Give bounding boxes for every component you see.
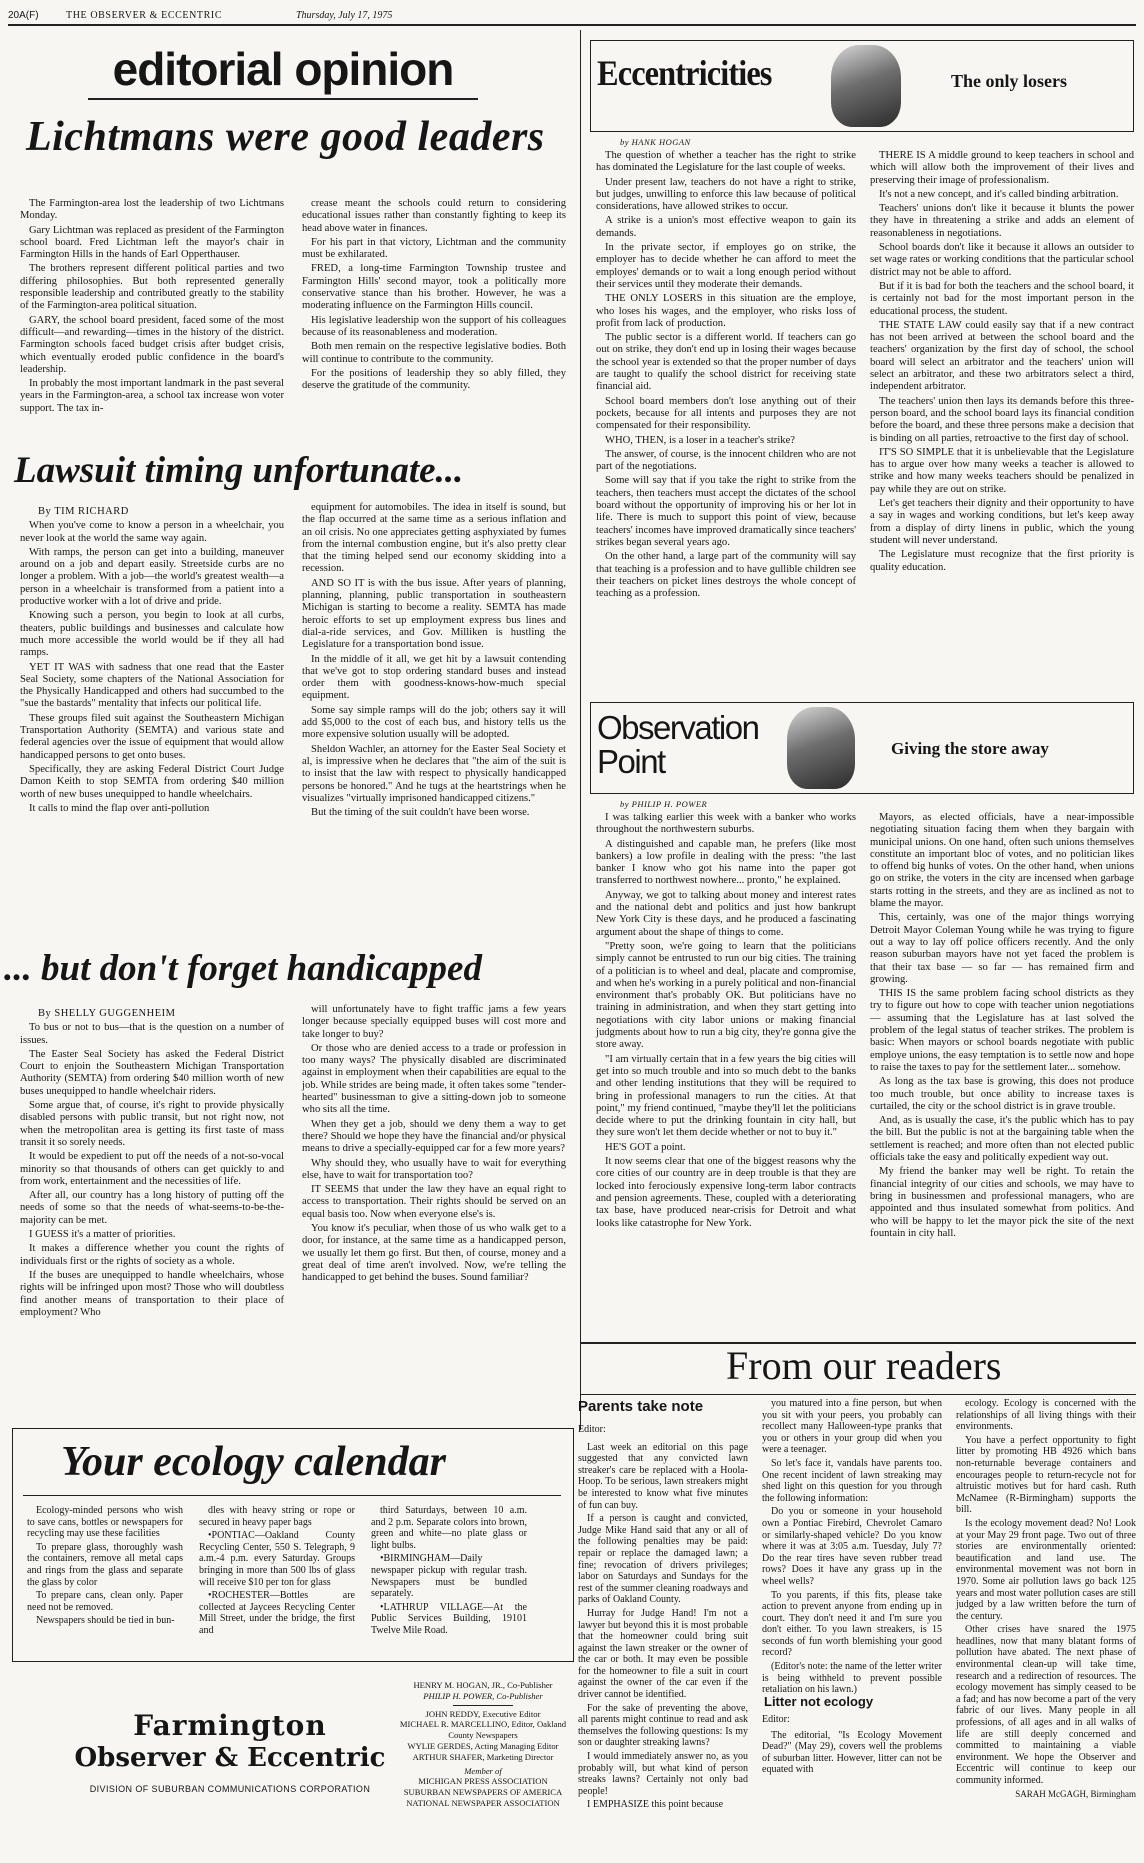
paragraph: The Farmington-area lost the leadership of two Lichtmans Monday. — [20, 198, 284, 222]
staff-line: MICHAEL R. MARCELLINO, Editor, Oakland County Newspapers — [399, 1719, 567, 1741]
paper-name: THE OBSERVER & ECCENTRIC — [66, 10, 223, 21]
staff-box — [398, 1680, 568, 1809]
paragraph: The public sector is a different world. If teachers can go out on strike, they don't end up in losing their wages because the school year is extended so that the proper number of days are taught to qualify the school district for receiving state financial aid. — [596, 332, 856, 393]
paragraph: The editorial, "Is Ecology Movement Dead?" (May 29), covers well the problems of suburban litter. However, litter can not be equated with — [762, 1729, 942, 1776]
section-title-underline — [88, 98, 478, 100]
paragraph: I EMPHASIZE this point because — [587, 1799, 724, 1811]
paragraph: But if it is bad for both the teachers and the school board, it is certainly not bad for the most important person in the educational process, the student. — [870, 280, 1134, 317]
page-number: 20A(F) — [8, 10, 39, 21]
observation-title: Giving the store away — [891, 739, 1049, 758]
paragraph: It would be expedient to put off the needs of a not-so-vocal minority so that thousands of others can get quickly to and from work, entertainment and the necessities of life. — [20, 1151, 284, 1187]
paragraph: •BIRMINGHAM—Daily newspaper pickup with regular trash. Newspapers must be bundled separately. — [371, 1553, 527, 1600]
paragraph: crease meant the schools could return to considering educational issues rather than constantly fighting to keep its head above water in finances. — [302, 198, 566, 234]
paragraph: Other crises have snared the 1975 headlines, now that many blatant forms of pollution have abated. The next phase of environmental clean-up will take time, research and a redirection of resources. The ecology movement has simply ceased to be a fad; and has now become a part of the very fabric of our lives. Many people in all professions, of all ages and in all walks of life are still deeply concerned and committed to maintaining a viable environment. We hope the Observer and Eccentric will continue to keep our community informed. — [956, 1624, 1136, 1786]
paragraph: Let's get teachers their dignity and their opportunity to have a say in wages and working conditions, but let's keep away from a display of dirty linens in public, which the young student will never understand. — [870, 498, 1134, 546]
lawsuit-column-1 — [20, 502, 284, 942]
staff-line: PHILIP H. POWER, Co-Publisher — [423, 1690, 543, 1701]
paragraph: Mayors, as elected officials, have a near-impossible negotiating situation facing them when they bargain with municipal unions. On one hand, often such unions themselves constitute an important bloc of votes, and no politician likes to offend big hunks of votes. On the other hand, when unions go on strike, the voters in the city are incensed when garbage starts rotting in the streets, and they are as inclined as not to blame the mayor. — [870, 812, 1134, 910]
letter-signature: SARAH McGAGH, Birmingham — [1015, 1788, 1136, 1799]
paragraph: "I am virtually certain that in a few years the big cities will get into so much trouble and into so much debt to the banks and other lending institutions that they will be required to bring in professional managers to run the cities. At that point," my friend continued, "maybe they'll let the politicians decide where to put the drinking fountain in city hall, but they sure won't let them decide whether or not to buy it." — [596, 1053, 856, 1139]
masthead-rule — [8, 24, 1136, 26]
observation-logo-line-2: Point — [597, 743, 665, 780]
ecology-column-3 — [371, 1505, 527, 1655]
eccentricities-header — [590, 40, 1134, 132]
paragraph: My friend the banker may well be right. To retain the financial integrity of our cities and schools, we may have to bring in businessmen and professional managers, who are appointed and thus insulated somewhat from politics. And who will be happy to let the mayor pick the site of the next fountain in city hall. — [870, 1166, 1134, 1239]
paragraph: I was talking earlier this week with a banker who works throughout the northwestern suburbs. — [596, 812, 856, 836]
paragraph: •PONTIAC—Oakland County Recycling Center, 550 S. Telegraph, 9 a.m.-4 p.m. every Saturday. Groups bringing in more than 500 lbs of glass will receive $10 per ton for glass — [199, 1530, 355, 1588]
paragraph: HE'S GOT a point. — [605, 1141, 686, 1153]
paragraph: Both men remain on the respective legislative bodies. Both will continue to contribute to the community. — [302, 341, 566, 365]
observation-byline: by PHILIP H. POWER — [620, 799, 708, 809]
observation-logo — [597, 711, 758, 779]
paragraph: equipment for automobiles. The idea in itself is sound, but the flap occurred at the same time as a serious inflation and an oil crisis. No one appreciates getting asphyxiated by fumes from the internal combustion engine, but it's also pretty clear that the timing helped send our economy skidding into a recession. — [302, 502, 566, 575]
paragraph: (Editor's note: the name of the letter writer is being withheld to prevent possible retaliation on his lawn.) — [762, 1661, 942, 1696]
newspaper-flag — [70, 1710, 390, 1794]
paragraph: THERE IS A middle ground to keep teachers in school and which will allow both the improvement of their lives and preserving their image of professionalism. — [870, 150, 1134, 186]
eccentricities-logo: Eccentricities — [597, 53, 772, 93]
flag-line-1: Farmington — [133, 1709, 327, 1742]
paragraph: To prepare glass, thoroughly wash the containers, remove all metal caps and rings from the glass and separate the glass by color — [27, 1541, 183, 1588]
paragraph: •LATHRUP VILLAGE—At the Public Services Building, 19101 Twelve Mile Road. — [371, 1601, 527, 1636]
lawsuit-column-2 — [302, 502, 566, 942]
paragraph: THE ONLY LOSERS in this situation are the employe, who loses his wages, and the employer, who risks loss of profit from lack of production. — [596, 293, 856, 329]
paragraph: And, as is usually the case, it's the public which has to pay the bill. But the public is not at the bargaining table when the settlement is reached; and more often than not elected public officials take the easy and politically expedient way out. — [870, 1115, 1134, 1164]
paragraph: If the buses are unequipped to handle wheelchairs, whose rights will be infringed upon most? Those who will doubtless find another means of transportation to their place of employment? Who — [20, 1269, 284, 1318]
page-column-divider — [580, 30, 581, 1430]
paragraph: I GUESS it's a matter of priorities. — [29, 1229, 176, 1241]
paragraph: Is the ecology movement dead? No! Look at your May 29 front page. Two out of three stories are environmentally oriented: beautification and land use. The environmental movement was not born in 1970. Some air pollution laws go back 125 years and most water pollution cases are still judged by a law written before the turn of the century. — [956, 1517, 1136, 1622]
paragraph: The Legislature must recognize that the first priority is quality education. — [870, 549, 1134, 573]
lichtmans-column-1 — [20, 198, 284, 448]
paragraph: Some argue that, of course, it's right to provide physically disabled persons with public transit, but not right now, not when the metropolitan area is getting its first taste of mass transit it so sorely needs. — [20, 1100, 284, 1148]
paragraph: THIS IS the same problem facing school districts as they try to figure out how to cope with teacher union negotiations — assuming that the Legislature has at last solved the problem of the legal status of teacher strikes. The problem is basic: When mayors or school boards negotiate with public employe unions, the easy temptation is to settle now and hope to raise the taxes to pay for the settlement later... somehow. — [870, 988, 1134, 1073]
paragraph: To bus or not to bus—that is the question on a number of issues. — [20, 1022, 284, 1046]
paragraph: WHO, THEN, is a loser in a teacher's strike? — [605, 434, 795, 446]
paragraph: ecology. Ecology is concerned with the relationships of all living things with their environments. — [956, 1398, 1136, 1433]
handicapped-column-2 — [302, 1004, 566, 1422]
ecology-column-1 — [27, 1505, 183, 1655]
paragraph: After all, our country has a long history of putting off the needs of some so that the needs of what-seems-to-be-the-majority can be met. — [20, 1190, 284, 1226]
paragraph: Some say simple ramps will do the job; others say it will add $5,000 to the cost of each bus, and history tells us the more expensive solution usually will be adopted. — [302, 704, 566, 741]
paragraph: Under present law, teachers do not have a right to strike, but judges, unwilling to enforce this law because of political considerations, have allowed strikes to occur. — [596, 176, 856, 213]
paragraph: It makes a difference whether you count the rights of individuals first or the rights of society as a whole. — [20, 1243, 284, 1267]
paragraph: For the sake of preventing the above, all parents might continue to read and ask themselves the following questions: Is my son or daughter streaking lawns? — [578, 1702, 748, 1749]
paragraph: GARY, the school board president, faced some of the most difficult—and rewarding—times in the history of the district. Farmington schools faced budget crisis after budget crisis, which eventually eroded public confidence in the board's leadership. — [20, 314, 284, 375]
paragraph: Or those who are denied access to a trade or profession in too many ways? The physically disabled are discriminated against in employment when their capabilities are equal to the job. While strides are being made, it often takes some "tender-hearted" businessman to give a sitting-down job to someone who sits all the time. — [302, 1042, 566, 1116]
paragraph: In probably the most important landmark in the past several years in the Farmington-area, a school tax increase won voter support. The tax in- — [20, 378, 284, 414]
lichtmans-headline: Lichtmans were good leaders — [26, 114, 545, 160]
paragraph: You know it's peculiar, when those of us who walk get to a door, for instance, at the same time as a handicapped person, we usually let them go first. But then, of course, money and a great deal of time aren't involved. Now, we're telling the handicapped to get behind the buses. Sound familiar? — [302, 1223, 566, 1284]
parents-column-2 — [762, 1398, 942, 1696]
paragraph: With ramps, the person can get into a building, maneuver around on a job and depart easily. Streetside curbs are no longer a problem. With a job—the world's greatest wealth—a person in a wheelchair is transformed from a patient into a productive worker with a lot of drive and pride. — [20, 546, 284, 608]
letter-salutation: Editor: — [762, 1714, 790, 1725]
paragraph: Ecology-minded persons who wish to save cans, bottles or newspapers for recycling may use these facilities — [27, 1505, 183, 1540]
paragraph: The question of whether a teacher has the right to strike has dominated the Legislature for the last couple of weeks. — [596, 150, 856, 174]
staff-line: MICHIGAN PRESS ASSOCIATION — [418, 1776, 548, 1787]
litter-column — [762, 1712, 942, 1860]
paragraph: The brothers represent different political parties and two differing philosophies. But both represented generally responsible leadership and contributed greatly to the stability of the Farmington-area political situation. — [20, 263, 284, 312]
parents-title: Parents take note — [578, 1398, 704, 1415]
paragraph: The teachers' union then lays its demands before this three-person board, and the school board lays its financial condition before the board, and these three persons make a decision that is binding on all parties, retroactive to the first day of school. — [870, 395, 1134, 444]
paragraph: Why should they, who usually have to wait for everything else, have to wait for transportation too? — [302, 1157, 566, 1181]
observation-column-2 — [870, 812, 1134, 1332]
paragraph: •ROCHESTER—Bottles are collected at Jaycees Recycling Center Mill Street, under the bridge, the first and — [199, 1590, 355, 1636]
paragraph: Hurray for Judge Hand! I'm not a lawyer but beyond this it is most probable that the homeowner could bring suit against the lawn streaker or the owner of the car or both. It may even be possible for the homeowner to file a suit in court against the owner of the car even if the driver cannot be identified. — [578, 1607, 748, 1701]
paragraph: Newspapers should be tied in bun- — [36, 1615, 175, 1627]
staff-line: JOHN REDDY, Executive Editor — [425, 1708, 541, 1719]
paragraph: As long as the tax base is growing, this does not produce too much trouble, but once ability to increase taxes is curtailed, the city or the school district is in grave trouble. — [870, 1076, 1134, 1112]
handicapped-column-1 — [20, 1004, 284, 1422]
eccentricities-byline: by HANK HOGAN — [620, 137, 691, 147]
author-photo — [831, 45, 901, 127]
paragraph: "Pretty soon, we're going to learn that the politicians simply cannot be entrusted to run our big cities. The training of a politician is to wheel and deal, placate and compromise, and when he's working in a purely political and non-financial environment that's probably OK. But politicians have no training in administration, and when they start getting into negotiations with city labor unions or making financial judgments about how to run a big city, they're gonna give the store away. — [596, 940, 856, 1051]
paragraph: The answer, of course, is the innocent children who are not part of the negotiations. — [596, 448, 856, 473]
staff-line: ARTHUR SHAFER, Marketing Director — [412, 1751, 554, 1762]
staff-line: Member of — [464, 1765, 502, 1776]
paragraph: Do you or someone in your household own a Pontiac Firebird, Chevrolet Camaro or similarly-shaped vehicle? Do you know where it was at 3:05 a.m. Tuesday, July 7? Do the rear tires have seven rubber tread rows? Does it have any grass up in the wheel wells? — [762, 1506, 942, 1587]
paragraph: When they get a job, should we deny them a way to get there? Should we hope they have the financial and/or physical means to drive a specially-equipped car for a few more years? — [302, 1118, 566, 1155]
paragraph: For his part in that victory, Lichtman and the community must be exhilarated. — [302, 236, 566, 261]
readers-banner-underline — [580, 1394, 1136, 1395]
paragraph: you matured into a fine person, but when you sit with your peers, you probably can recollect many Halloween-type pranks that you or others in your group did when you were a teenager. — [762, 1398, 942, 1456]
eccentricities-title: The only losers — [951, 71, 1068, 91]
paragraph: His legislative leadership won the support of his colleagues because of its reasonableness and moderation. — [302, 314, 566, 338]
paragraph: So let's face it, vandals have parents too. One recent incident of lawn streaking may shed light on this question for you through the following information: — [762, 1457, 942, 1504]
paragraph: IT SEEMS that under the law they have an equal right to access to transportation. Their rights should be served on an equal basis too. Now when everyone else's is. — [302, 1184, 566, 1220]
observation-header — [590, 702, 1134, 794]
paragraph: The Easter Seal Society has asked the Federal District Court to enjoin the Southeastern Michigan Transportation Authority (SEMTA) from ordering $40 million worth of new buses unequipped to handle wheelchair riders. — [20, 1048, 284, 1097]
readers-column-3 — [956, 1398, 1136, 1860]
paragraph: THE STATE LAW could easily say that if a new contract has not been arrived at between the school board and the teachers' organization by the first day of school, the school board will select an arbitrator and the teachers' union will select an arbitrator, and these two arbitrators select a third, independent arbitrator. — [870, 319, 1134, 393]
paragraph: But the timing of the suit couldn't have been worse. — [311, 807, 530, 819]
paragraph: If a person is caught and convicted, Judge Mike Hand said that any or all of the following penalties may be paid: repair or replace the damaged lawn; a fine; revocation of drivers privileges; labor on Saturdays and Sundays for the rest of the summer cleaning roadways and parks of Oakland County. — [578, 1513, 748, 1606]
paragraph: When you've come to know a person in a wheelchair, you never look at the world the same way again. — [20, 520, 284, 544]
ecology-calendar-box — [12, 1428, 574, 1662]
readers-banner: From our readers — [726, 1343, 1002, 1388]
eccentricities-column-1 — [596, 150, 856, 688]
paragraph: AND SO IT is with the bus issue. After years of planning, planning, planning, public transportation in southeastern Michigan is starting to become a reality. SEMTA has made heroic efforts to set up employment express bus lines and dial-a-ride services, and Gov. Milliken is hustling the Legislature for a transportation bond issue. — [302, 577, 566, 651]
paragraph: Anyway, we got to talking about money and interest rates and the national debt and politics and just how bankrupt New York City is these days, and he produced a fascinating argument about the shape of things to come. — [596, 889, 856, 938]
issue-date: Thursday, July 17, 1975 — [296, 10, 393, 21]
staff-line: HENRY M. HOGAN, JR., Co-Publisher — [413, 1680, 553, 1690]
staff-rule — [453, 1705, 513, 1706]
paragraph: It's not a new concept, and it's called binding arbitration. — [879, 188, 1119, 200]
paragraph: I would immediately answer no, as you probably will, but what kind of person streaks lawns? Certainly not only bad people! — [578, 1751, 748, 1797]
paragraph: Gary Lichtman was replaced as president of the Farmington school board. Fred Lichtman left the mayor's chair in Farmington Hills in the hands of Earl Opperthauser. — [20, 224, 284, 261]
paragraph: On the other hand, a large part of the community will say that teaching is a profession and to have gullible children see their teachers on picket lines destroys the whole concept of teaching as a profession. — [596, 551, 856, 600]
ecology-calendar-title: Your ecology calendar — [61, 1439, 446, 1485]
paragraph: IT'S SO SIMPLE that it is unbelievable that the Legislature has to argue over how many weeks a teacher is allowed to strike and how many weeks teachers should be penalized in pay while they are out on strike. — [870, 446, 1134, 495]
handicapped-byline: By SHELLY GUGGENHEIM — [38, 1008, 176, 1019]
paragraph: A strike is a union's most effective weapon to gain its demands. — [596, 215, 856, 239]
eccentricities-column-2 — [870, 150, 1134, 688]
paragraph: YET IT WAS with sadness that one read that the Easter Seal Society, some chapters of the National Association for the Physically Handicapped and others had succumbed to the "sue the bastards" mentality that infects our political life. — [20, 661, 284, 710]
paragraph: Specifically, they are asking Federal District Court Judge Damon Keith to stop SEMTA from ordering $40 million worth of new buses unequipped to handle wheelchairs. — [20, 763, 284, 800]
paragraph: This, certainly, was one of the major things worrying Detroit Mayor Coleman Young while he was trying to figure out a way to lay off police officers recently. And the only reason suburban mayors have not yet faced the problem is that their tax base — so far — has remained firm and growing. — [870, 912, 1134, 985]
paragraph: In the private sector, if employes go on strike, the employer has to decide whether he can afford to meet the employes' demands or to wait a long enough period without their services until they moderate their demands. — [596, 242, 856, 290]
handicapped-headline: ... but don't forget handicapped — [4, 948, 482, 989]
staff-line: SUBURBAN NEWSPAPERS OF AMERICA — [403, 1787, 563, 1798]
paragraph: In the middle of it all, we get hit by a lawsuit contending that we've got to stop ordering standard buses and instead order them with goodness-knows-how-much special equipment. — [302, 653, 566, 702]
flag-line-2: Observer & Eccentric — [74, 1743, 386, 1773]
paragraph: School board members don't lose anything out of their pockets, because for all intents and purposes they are not compensated for their responsibility. — [596, 395, 856, 432]
observation-column-1 — [596, 812, 856, 1332]
paragraph: For the positions of leadership they so ably filled, they deserve the gratitude of the community. — [302, 367, 566, 392]
paragraph: FRED, a long-time Farmington Township trustee and Farmington Hills' second mayor, took a politically more conservative stance than his brother. However, he was a moderating influence on the Farmington Hills council. — [302, 263, 566, 312]
section-title: editorial opinion — [112, 43, 454, 95]
paragraph: Teachers' unions don't like it because it blunts the power they have in threatening a strike and adds an element of reasonableness in negotiations. — [870, 203, 1134, 239]
letter-salutation: Editor: — [578, 1424, 606, 1435]
paragraph: It calls to mind the flap over anti-pollution — [29, 802, 210, 814]
litter-title: Litter not ecology — [764, 1694, 874, 1709]
paragraph: To you parents, if this fits, please take action to prevent anyone from ending up in court. They don't need it and I'm sure you don't either. To you lawn streakers, is 15 seconds of fun worth blemishing your good record? — [762, 1589, 942, 1659]
author-photo — [787, 707, 855, 789]
staff-line: WYLIE GERDES, Acting Managing Editor — [407, 1740, 559, 1751]
paragraph: dles with heavy string or rope or secured in heavy paper bags — [199, 1505, 355, 1528]
lichtmans-column-2 — [302, 198, 566, 448]
flag-division: DIVISION OF SUBURBAN COMMUNICATIONS CORPORATION — [89, 1784, 371, 1794]
parents-column-1 — [578, 1420, 748, 1860]
ecology-title-rule — [23, 1495, 561, 1496]
observation-logo-line-1: Observation — [597, 709, 759, 746]
staff-line: NATIONAL NEWSPAPER ASSOCIATION — [406, 1797, 560, 1808]
paragraph: You have a perfect opportunity to fight litter by promoting HB 4926 which bans non-returnable beverage containers and encourages people to return-recycle not for altruistic motives but for hard cash. Ruth McNamee (R-Birmingham) supports the bill. — [956, 1434, 1136, 1516]
paragraph: Sheldon Wachler, an attorney for the Easter Seal Society et al, is impressive when he declares that "the aim of the suit is to insist that the law with respect to physically handicapped persons be honored." And he tugs at the heartstrings when he visualizes "virtually imprisoned handicapped citizens." — [302, 743, 566, 804]
paragraph: These groups filed suit against the Southeastern Michigan Transportation Authority (SEMTA) and various state and federal agencies over the issue of equipment that would allow handicapped persons to get onto buses. — [20, 712, 284, 761]
paragraph: A distinguished and capable man, he prefers (like most bankers) a low profile in dealing with the press: "the last banker I know who got his name into the paper got transferred to northwest nowhere... pronto," he explained. — [596, 838, 856, 887]
paragraph: It now seems clear that one of the biggest reasons why the core cities of our country are in deep trouble is that they are locked into ferociously expensive long-term labor contracts and pension agreements. These, coupled with a deteriorating tax base, have produced near-crisis for Detroit and what looks like catastrophe for New York. — [596, 1156, 856, 1229]
paragraph: Some will say that if you take the right to strike from the teachers, then teachers must accept the dictates of the school board without the opportunity of improving his or her lot in life. There is much to support this point of view, because teachers' incomes have improved dramatically since teachers' strikes began several years ago. — [596, 475, 856, 548]
ecology-column-2 — [199, 1505, 355, 1655]
paragraph: will unfortunately have to fight traffic jams a few years longer because specially equipped buses will cost more and take longer to buy? — [302, 1004, 566, 1040]
paragraph: Last week an editorial on this page suggested that any convicted lawn streaker's care be replaced with a Hoola-Hoop. To be serious, lawn streakers might be interested to know what five minutes of fun can buy. — [578, 1441, 748, 1511]
paragraph: To prepare cans, clean only. Paper need not be removed. — [27, 1590, 183, 1613]
paragraph: third Saturdays, between 10 a.m. and 2 p.m. Separate colors into brown, green and white—no plate glass or light bulbs. — [371, 1505, 527, 1551]
lawsuit-byline: By TIM RICHARD — [38, 506, 129, 517]
paragraph: Knowing such a person, you begin to look at all curbs, theaters, public buildings and businesses and calculate how much more accessible the world would be if they all had ramps. — [20, 610, 284, 659]
paragraph: School boards don't like it because it allows an outsider to set wage rates or working conditions that the particular school district may not be able to afford. — [870, 242, 1134, 278]
lawsuit-headline: Lawsuit timing unfortunate... — [14, 450, 464, 491]
